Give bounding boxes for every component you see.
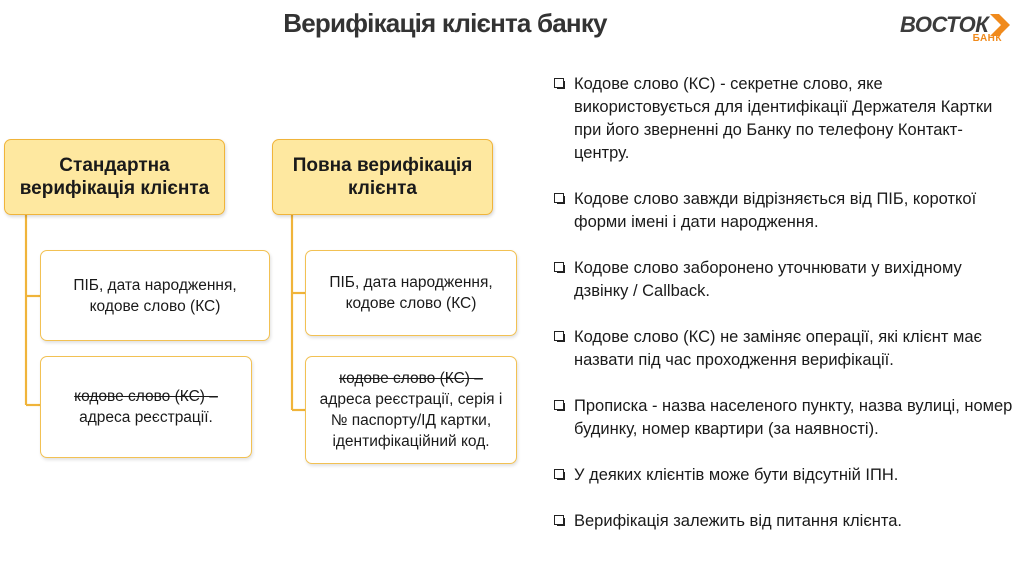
standard-extra-text: адреса реєстрації. — [79, 409, 213, 426]
full-header-label: Повна верифікація клієнта — [292, 155, 473, 199]
checkbox-bullet-icon — [554, 78, 564, 88]
standard-basic-text: ПІБ, дата народження, кодове слово (КС) — [73, 276, 237, 315]
bullet-text: Верифікація залежить від питання клієнта. — [574, 512, 903, 530]
bullet-item — [553, 257, 1013, 303]
bullet-item — [553, 188, 1013, 234]
checkbox-bullet-icon — [554, 515, 564, 525]
bullet-item — [553, 464, 1013, 487]
standard-box-extra — [40, 356, 252, 458]
bullet-text: Кодове слово завжди відрізняється від ПІБ, короткої форми імені і дати народження. — [574, 190, 977, 231]
full-extra-text: адреса реєстрації, серія і № паспорту/ІД картки, ідентифікаційний код. — [319, 391, 503, 450]
checkbox-bullet-icon — [554, 469, 564, 479]
checkbox-bullet-icon — [554, 400, 564, 410]
bullet-text: Прописка - назва населеного пункту, назва вулиці, номер будинку, номер квартири (за наявності). — [574, 397, 1013, 438]
full-basic-text: ПІБ, дата народження, кодове слово (КС) — [329, 274, 493, 312]
standard-header-label: Стандартна верифікація клієнта — [19, 155, 210, 199]
checkbox-bullet-icon — [554, 262, 564, 272]
logo-subtitle: БАНК — [972, 33, 1002, 44]
standard-verification-header — [4, 139, 225, 215]
checkbox-bullet-icon — [554, 193, 564, 203]
checkbox-bullet-icon — [554, 331, 564, 341]
bullet-text: Кодове слово заборонено уточнювати у вихідному дзвінку / Callback. — [574, 259, 962, 300]
bullet-item — [553, 326, 1013, 372]
standard-struck-text: кодове слово (КС) – — [74, 388, 218, 405]
full-box-extra — [305, 356, 517, 464]
bullet-list — [553, 73, 1013, 556]
page-title: Верифікація клієнта банку — [283, 8, 607, 38]
bullet-text: Кодове слово (КС) - секретне слово, яке використовується для ідентифікації Держателя Картки при його зверненні до Банку по телефону Контакт-центру. — [574, 75, 993, 162]
bullet-item — [553, 73, 1013, 165]
bullet-item — [553, 395, 1013, 441]
full-struck-text: кодове слово (КС) – — [339, 370, 483, 387]
bullet-text: У деяких клієнтів може бути відсутній ІПН. — [574, 466, 899, 484]
full-verification-header — [272, 139, 493, 215]
bullet-text: Кодове слово (КС) не заміняє операції, які клієнт має назвати під час проходження верифікації. — [574, 328, 982, 369]
full-box-basic — [305, 250, 517, 336]
bank-logo — [900, 12, 1012, 46]
standard-box-basic — [40, 250, 270, 341]
bullet-item — [553, 510, 1013, 533]
logo-word: ВОСТОК — [900, 12, 989, 37]
